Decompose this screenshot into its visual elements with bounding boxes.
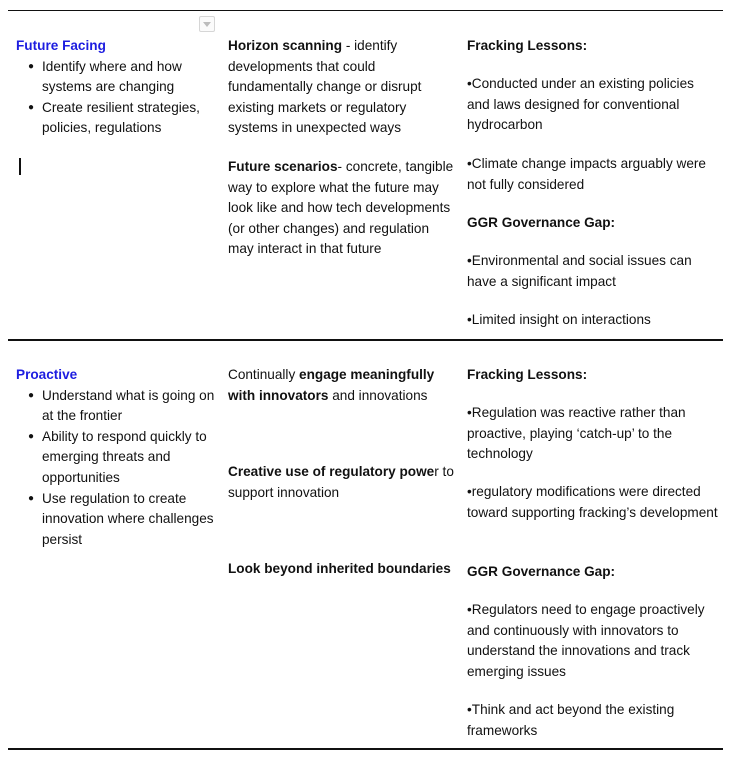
fracking-heading-text: Fracking Lessons: bbox=[467, 38, 588, 53]
approach-text: and innovations bbox=[328, 387, 428, 403]
bullet-item: ● Use regulation to create innovation where challenges persist bbox=[16, 489, 216, 551]
row1-fracking-item-1: •Conducted under an existing policies and laws designed for conventional hydrocarbon bbox=[467, 76, 694, 133]
row1-principle-cell bbox=[16, 36, 216, 139]
row2-ggr-item-2: •Think and act beyond the existing frameworks bbox=[467, 702, 675, 738]
cell-dropdown-handle-icon[interactable] bbox=[199, 16, 215, 32]
text-cursor-icon bbox=[19, 158, 21, 175]
row1-fracking-heading bbox=[467, 36, 719, 57]
row2-ggr-heading bbox=[467, 562, 719, 583]
approach-bold: Horizon scanning bbox=[228, 38, 343, 53]
approach-text: Continually bbox=[228, 367, 300, 382]
approach-text: - identify developments that could fundamentally change or disrupt existing markets or regulatory systems in unexpected ways bbox=[228, 38, 422, 136]
approach-bold: Future scenarios bbox=[228, 159, 338, 174]
row2-principle-cell bbox=[16, 365, 216, 550]
approach-bold: Look beyond inherited boundaries bbox=[228, 561, 451, 576]
row1-ggr-item-2: •Limited insight on interactions bbox=[467, 312, 651, 327]
row2-fracking-heading bbox=[467, 365, 719, 386]
row1-approach-scenarios bbox=[228, 157, 456, 260]
row2-approach-creative bbox=[228, 462, 456, 503]
approach-text: - concrete, tangible way to explore what the future may look like and how tech developments (or other changes) and regulation may interact in that future bbox=[228, 159, 454, 257]
table-top-rule bbox=[8, 10, 723, 11]
principle-bullet-list bbox=[16, 386, 216, 551]
bullet-item: ● Create resilient strategies, policies, regulations bbox=[16, 98, 216, 139]
bullet-item: ● Ability to respond quickly to emerging threats and opportunities bbox=[16, 427, 216, 489]
ggr-heading-text: GGR Governance Gap: bbox=[467, 564, 616, 579]
row2-fracking-item-1: •Regulation was reactive rather than proactive, playing ‘catch-up’ to the technology bbox=[467, 405, 686, 462]
bullet-item: ● Identify where and how systems are changing bbox=[16, 57, 216, 98]
row2-fracking-item-2: •regulatory modifications were directed toward supporting fracking’s development bbox=[467, 484, 718, 520]
principle-title: Future Facing bbox=[16, 38, 106, 53]
row2-approach-beyond bbox=[228, 559, 456, 580]
row2-ggr-item-1: •Regulators need to engage proactively and continuously with innovators to understand the innovations and track emerging issues bbox=[467, 602, 705, 679]
row1-ggr-item-1: •Environmental and social issues can have a significant impact bbox=[467, 253, 692, 289]
table-bottom-rule bbox=[8, 748, 723, 750]
row2-approach-engage bbox=[228, 365, 456, 406]
approach-bold: engage meaningfully with innovators bbox=[228, 367, 435, 403]
approach-bold: Creative use of regulatory powe bbox=[228, 464, 435, 479]
row1-ggr-heading bbox=[467, 213, 719, 234]
principle-title: Proactive bbox=[16, 367, 78, 382]
bullet-item: ● Understand what is going on at the frontier bbox=[16, 386, 216, 427]
principle-bullet-list bbox=[16, 57, 216, 139]
approach-text: r to support innovation bbox=[228, 464, 454, 500]
row1-approach-horizon bbox=[228, 36, 456, 139]
row1-fracking-item-2: •Climate change impacts arguably were not fully considered bbox=[467, 156, 706, 192]
ggr-heading-text: GGR Governance Gap: bbox=[467, 215, 616, 230]
fracking-heading-text: Fracking Lessons: bbox=[467, 367, 588, 382]
row-divider-rule bbox=[8, 339, 723, 341]
